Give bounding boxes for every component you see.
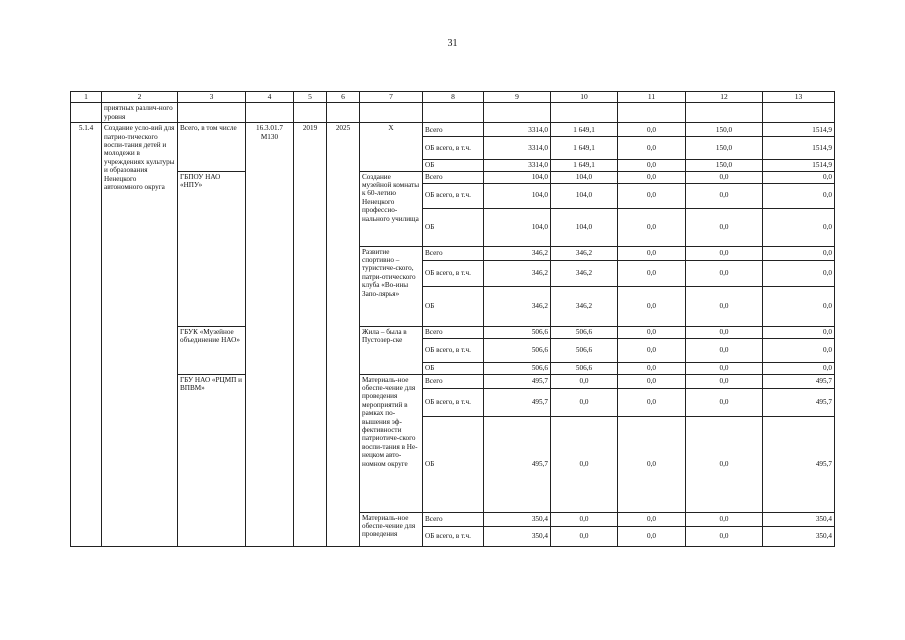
value-col9: 104,0 bbox=[484, 183, 551, 208]
funding-type: ОБ всего, в т.ч. bbox=[423, 183, 484, 208]
value-col12: 0,0 bbox=[686, 326, 763, 338]
funding-type: ОБ всего, в т.ч. bbox=[423, 338, 484, 362]
column-header: 6 bbox=[327, 92, 360, 103]
funding-type: Всего bbox=[423, 326, 484, 338]
value-col12: 0,0 bbox=[686, 338, 763, 362]
column-header: 9 bbox=[484, 92, 551, 103]
value-col13: 1514,9 bbox=[763, 137, 835, 160]
value-col11: 0,0 bbox=[618, 183, 686, 208]
value-col12: 0,0 bbox=[686, 388, 763, 416]
activity-name: Материаль-ное обеспе-чение для проведения мероприятий в рамках по-вышения эф-фективности патриотиче-ского воспи-тания в Не-нецком авто-номном округе bbox=[360, 374, 423, 512]
activity-name: Жила – была в Пустозер-ске bbox=[360, 326, 423, 374]
funding-type: ОБ всего, в т.ч. bbox=[423, 388, 484, 416]
column-header: 13 bbox=[763, 92, 835, 103]
funding-type: Всего bbox=[423, 512, 484, 526]
value-col12: 0,0 bbox=[686, 260, 763, 286]
item-col7: X bbox=[360, 123, 423, 171]
value-col10: 1 649,1 bbox=[551, 123, 618, 137]
page-number: 31 bbox=[447, 38, 458, 49]
value-col10: 506,6 bbox=[551, 326, 618, 338]
value-col9: 495,7 bbox=[484, 416, 551, 512]
value-col9: 350,4 bbox=[484, 526, 551, 546]
table-row bbox=[71, 326, 835, 338]
value-col12: 0,0 bbox=[686, 362, 763, 374]
value-col10: 104,0 bbox=[551, 183, 618, 208]
value-col10: 346,2 bbox=[551, 260, 618, 286]
column-header: 8 bbox=[423, 92, 484, 103]
value-col9: 495,7 bbox=[484, 388, 551, 416]
value-col9: 495,7 bbox=[484, 374, 551, 388]
value-col13: 495,7 bbox=[763, 374, 835, 388]
funding-type: ОБ всего, в т.ч. bbox=[423, 526, 484, 546]
value-col11: 0,0 bbox=[618, 160, 686, 171]
item-code: 16.3.01.7 M130 bbox=[246, 123, 294, 546]
table-row bbox=[71, 123, 835, 137]
value-col11: 0,0 bbox=[618, 286, 686, 326]
value-col12: 0,0 bbox=[686, 286, 763, 326]
value-col10: 346,2 bbox=[551, 246, 618, 260]
value-col13: 0,0 bbox=[763, 362, 835, 374]
value-col13: 495,7 bbox=[763, 388, 835, 416]
executor-total: Всего, в том числе bbox=[178, 123, 246, 171]
item-name: Создание усло-вий для патрио-тического воспи-тания детей и молодежи в учреждениях культуры и образования Ненецкого автономного округа bbox=[102, 123, 178, 546]
value-col9: 346,2 bbox=[484, 246, 551, 260]
activity-name: Материаль-ное обеспе-чение для проведения bbox=[360, 512, 423, 546]
item-number: 5.1.4 bbox=[71, 123, 102, 546]
value-col12: 150,0 bbox=[686, 137, 763, 160]
value-col9: 506,6 bbox=[484, 338, 551, 362]
value-col11: 0,0 bbox=[618, 123, 686, 137]
funding-type: Всего bbox=[423, 171, 484, 183]
value-col13: 495,7 bbox=[763, 416, 835, 512]
activity-name: Создание музейной комнаты к 60-летию Ненецкого профессио-нального училища bbox=[360, 171, 423, 246]
value-col13: 1514,9 bbox=[763, 160, 835, 171]
funding-type: ОБ bbox=[423, 160, 484, 171]
value-col11: 0,0 bbox=[618, 362, 686, 374]
funding-type: Всего bbox=[423, 246, 484, 260]
value-col13: 0,0 bbox=[763, 338, 835, 362]
funding-type: ОБ bbox=[423, 286, 484, 326]
item-start-year: 2019 bbox=[294, 123, 327, 546]
column-header: 3 bbox=[178, 92, 246, 103]
value-col9: 350,4 bbox=[484, 512, 551, 526]
funding-type: ОБ bbox=[423, 416, 484, 512]
table-row bbox=[71, 374, 835, 388]
value-col10: 0,0 bbox=[551, 388, 618, 416]
value-col9: 104,0 bbox=[484, 171, 551, 183]
value-col9: 346,2 bbox=[484, 260, 551, 286]
value-col11: 0,0 bbox=[618, 388, 686, 416]
value-col11: 0,0 bbox=[618, 374, 686, 388]
funding-type: ОБ всего, в т.ч. bbox=[423, 137, 484, 160]
value-col11: 0,0 bbox=[618, 338, 686, 362]
value-col10: 506,6 bbox=[551, 362, 618, 374]
value-col13: 350,4 bbox=[763, 512, 835, 526]
value-col11: 0,0 bbox=[618, 526, 686, 546]
value-col13: 0,0 bbox=[763, 208, 835, 246]
value-col9: 506,6 bbox=[484, 362, 551, 374]
column-header: 2 bbox=[102, 92, 178, 103]
value-col10: 1 649,1 bbox=[551, 137, 618, 160]
value-col10: 0,0 bbox=[551, 374, 618, 388]
column-header: 12 bbox=[686, 92, 763, 103]
funding-type: ОБ bbox=[423, 208, 484, 246]
value-col10: 0,0 bbox=[551, 526, 618, 546]
value-col11: 0,0 bbox=[618, 416, 686, 512]
value-col11: 0,0 bbox=[618, 171, 686, 183]
value-col9: 3314,0 bbox=[484, 123, 551, 137]
value-col13: 0,0 bbox=[763, 326, 835, 338]
value-col12: 0,0 bbox=[686, 183, 763, 208]
value-col13: 0,0 bbox=[763, 183, 835, 208]
executor-name: ГБУ НАО «РЦМП и ВПВМ» bbox=[178, 374, 246, 546]
budget-table bbox=[70, 91, 835, 547]
table-row bbox=[71, 171, 835, 183]
column-header: 11 bbox=[618, 92, 686, 103]
value-col10: 1 649,1 bbox=[551, 160, 618, 171]
column-header: 4 bbox=[246, 92, 294, 103]
value-col12: 0,0 bbox=[686, 208, 763, 246]
continuation-text: приятных различ-ного уровня bbox=[102, 103, 178, 123]
value-col10: 104,0 bbox=[551, 171, 618, 183]
value-col12: 150,0 bbox=[686, 160, 763, 171]
column-header: 10 bbox=[551, 92, 618, 103]
value-col9: 506,6 bbox=[484, 326, 551, 338]
value-col13: 0,0 bbox=[763, 171, 835, 183]
executor-name: ГБУК «Музейное объединение НАО» bbox=[178, 326, 246, 374]
value-col13: 0,0 bbox=[763, 286, 835, 326]
column-header: 1 bbox=[71, 92, 102, 103]
funding-type: Всего bbox=[423, 123, 484, 137]
value-col11: 0,0 bbox=[618, 246, 686, 260]
value-col12: 0,0 bbox=[686, 374, 763, 388]
value-col13: 0,0 bbox=[763, 246, 835, 260]
value-col11: 0,0 bbox=[618, 260, 686, 286]
value-col12: 0,0 bbox=[686, 416, 763, 512]
value-col10: 0,0 bbox=[551, 512, 618, 526]
column-header: 7 bbox=[360, 92, 423, 103]
value-col9: 104,0 bbox=[484, 208, 551, 246]
value-col11: 0,0 bbox=[618, 137, 686, 160]
value-col11: 0,0 bbox=[618, 512, 686, 526]
value-col10: 346,2 bbox=[551, 286, 618, 326]
funding-type: ОБ всего, в т.ч. bbox=[423, 260, 484, 286]
value-col9: 3314,0 bbox=[484, 137, 551, 160]
value-col13: 0,0 bbox=[763, 260, 835, 286]
funding-type: ОБ bbox=[423, 362, 484, 374]
value-col12: 0,0 bbox=[686, 246, 763, 260]
value-col12: 0,0 bbox=[686, 526, 763, 546]
value-col10: 0,0 bbox=[551, 416, 618, 512]
value-col10: 506,6 bbox=[551, 338, 618, 362]
funding-type: Всего bbox=[423, 374, 484, 388]
value-col13: 350,4 bbox=[763, 526, 835, 546]
executor-name: ГБПОУ НАО «НПУ» bbox=[178, 171, 246, 326]
value-col9: 346,2 bbox=[484, 286, 551, 326]
value-col10: 104,0 bbox=[551, 208, 618, 246]
value-col11: 0,0 bbox=[618, 326, 686, 338]
value-col13: 1514,9 bbox=[763, 123, 835, 137]
cell-empty bbox=[71, 103, 102, 123]
column-header: 5 bbox=[294, 92, 327, 103]
value-col12: 0,0 bbox=[686, 171, 763, 183]
value-col9: 3314,0 bbox=[484, 160, 551, 171]
activity-name: Развитие спортивно – туристиче-ского, патри-отического клуба «Во-ины Запо-лярья» bbox=[360, 246, 423, 326]
item-end-year: 2025 bbox=[327, 123, 360, 546]
value-col12: 150,0 bbox=[686, 123, 763, 137]
value-col12: 0,0 bbox=[686, 512, 763, 526]
value-col11: 0,0 bbox=[618, 208, 686, 246]
